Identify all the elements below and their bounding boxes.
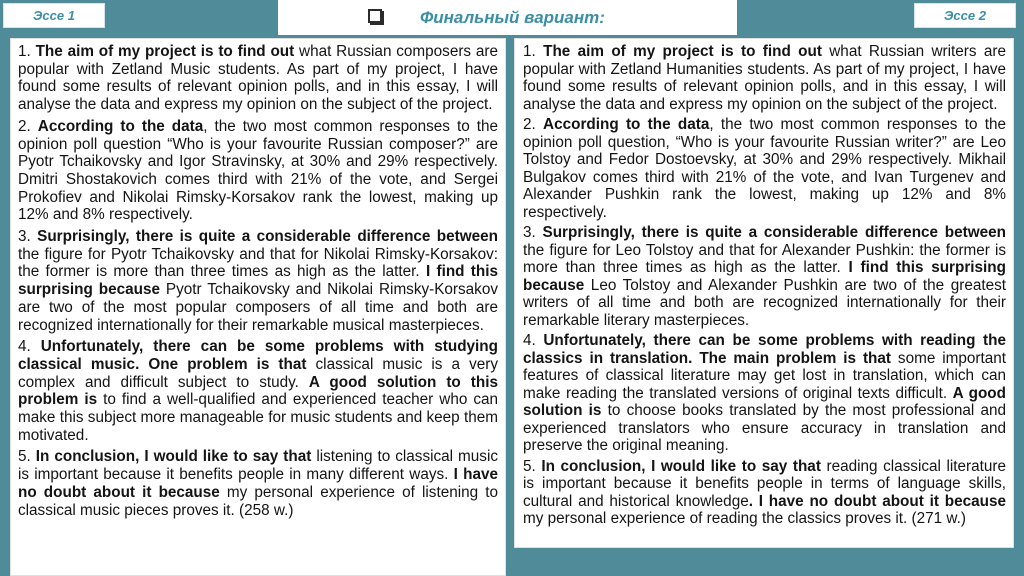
essay-text: 2. [523,116,544,133]
essay-key-phrase: I find this surprising because [523,259,1006,294]
essay-text: , the two most common responses to the opinion poll question “Who is your favourite Russian composer?” are Pyotr Tchaikovsky and Igor Stravinsky, at 30% and 29% respectively. Dmitri Shostakovich comes third with 21% of the vote, and Sergei Prokofiev and Nikolai Rimsky-Korsakov rank the lowest, making up 12% and 8% respectively. [18,117,498,224]
essay-text: 1. [523,43,544,60]
essay-1-tab[interactable] [3,3,105,28]
checkbox-icon [368,9,382,23]
slide-title: Финальный вариант: [420,8,605,27]
essay-text: what Russian writers are popular with Zetland Humanities students. As part of my project, I have found some results of relevant opinion polls, and in this essay, I will analyse the data and express my opinion on the subject of the project. [523,43,1006,113]
essay-key-phrase: Unfortunately, there can be some problems with reading the classics in translation. The main problem is that [523,332,1006,367]
essay-text: 5. [18,448,36,466]
essay-key-phrase: . I have no doubt about it because [748,492,1006,510]
essay-1-paragraph-3 [18,228,498,334]
essay-1-paragraph-1 [18,43,498,114]
essay-text: , the two most common responses to the opinion poll question, “Who is your favourite Russian writer?” are Leo Tolstoy and Fedor Dostoevsky, at 30% and 29% respectively. Mikhail Bulgakov comes third with 21% of the vote, and Ivan Turgenev and Alexander Pushkin rank the lowest, making up 12% and 8% respectively. [523,116,1006,221]
essay-text: reading classical literature is important because it benefits people in terms of language skills, cultural and historical knowledge [523,457,1006,510]
essay-2-paragraph-4 [523,332,1006,455]
essay-1-paragraph-2 [18,118,498,224]
essay-text: some important features of classical literature may get lost in translation, which can make reading the translated versions of original texts difficult. [523,349,1007,402]
essay-text: to choose books translated by the most professional and experienced translators who ensure accuracy in translation and preserve the original meaning. [523,402,1006,454]
essay-2-tab[interactable] [914,3,1016,28]
essay-text: 2. [18,117,38,135]
essay-key-phrase: In conclusion, I would like to say that [35,448,312,466]
essay-text: my personal experience of listening to classical music pieces proves it. (258 w.) [18,483,498,519]
essay-text: the figure for Pyotr Tchaikovsky and that for Nikolai Rimsky-Korsakov: the former is more than three times as high as the latter. [18,245,498,281]
essay-1-tab-label: Эссе 1 [33,8,75,23]
essay-2-tab-label: Эссе 2 [944,8,986,23]
essay-1-paragraph-5 [18,448,498,519]
essay-text: the figure for Leo Tolstoy and that for Alexander Pushkin: the former is more than three times as high as the latter. [523,241,1006,276]
essay-key-phrase: A good solution is [523,384,1006,419]
essay-key-phrase: Surprisingly, there is quite a considerable difference between [542,224,1007,241]
essay-text: 3. [523,224,543,241]
essay-text: Pyotr Tchaikovsky and Nikolai Rimsky-Korsakov are two of the most popular composers of all time and both are recognized internationally for their remarkable musical masterpieces. [18,281,498,334]
essay-text: to find a well-qualified and experienced teacher who can make this subject more manageable for music students and keep them motivated. [18,391,498,444]
essay-text: what Russian composers are popular with Zetland Music students. As part of my project, I have found some results of relevant opinion polls, and in this essay, I will analyse the data and express my opinion on the subject of the project. [18,43,498,114]
essay-text: Leo Tolstoy and Alexander Pushkin are two of the greatest writers of all time and both are recognized internationally for their remarkable literary masterpieces. [523,276,1006,329]
essay-text: listening to classical music is important because it benefits people in many different ways. [18,448,498,484]
essay-key-phrase: Unfortunately, there can be some problems with studying classical music. One problem is that [18,338,498,373]
essay-1-panel [10,38,506,576]
title-box [278,0,737,35]
essay-key-phrase: I have no doubt about it because [18,466,498,501]
essay-text: 4. [523,332,544,349]
essay-key-phrase: I find this surprising because [18,263,498,299]
essay-2-paragraph-2 [523,116,1006,221]
essay-text: 1. [18,43,36,60]
essay-text: classical music is a very complex and difficult subject to study. [18,355,498,391]
essay-1-paragraph-4 [18,338,498,444]
essay-2-paragraph-1 [523,43,1006,113]
essay-text: 4. [18,338,41,356]
essay-key-phrase: The aim of my project is to find out [35,43,295,60]
essay-key-phrase: According to the data [37,117,204,135]
essay-text: my personal experience of reading the classics proves it. (271 w.) [523,510,966,527]
essay-key-phrase: According to the data [543,116,710,133]
essay-key-phrase: In conclusion, I would like to say that [541,457,821,475]
essay-2-panel [514,38,1014,548]
essay-2-paragraph-3 [523,224,1006,329]
essay-2-paragraph-5 [523,458,1006,528]
essay-key-phrase: A good solution to this problem is [18,373,498,409]
essay-key-phrase: The aim of my project is to find out [543,43,822,60]
essay-text: 3. [18,228,38,246]
essay-text: 5. [523,457,542,475]
essay-key-phrase: Surprisingly, there is quite a considerable difference between [37,228,499,246]
